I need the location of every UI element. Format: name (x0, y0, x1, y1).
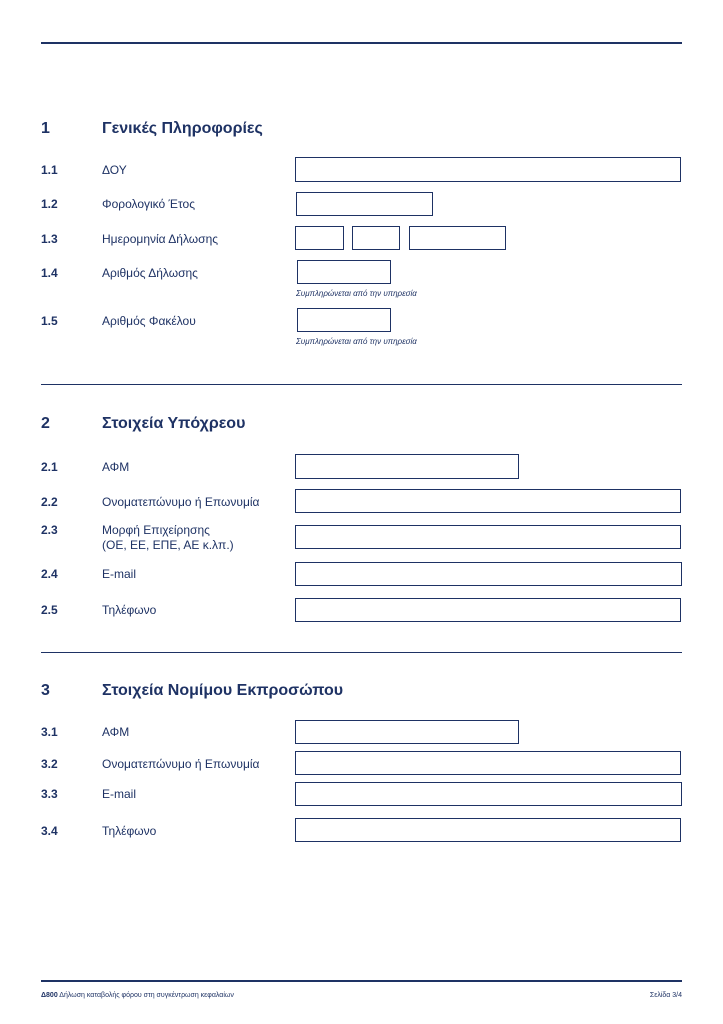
row-label (102, 523, 234, 553)
representative-phone-input[interactable] (295, 818, 681, 842)
form-code: Δ800 (41, 992, 58, 999)
row-label-line-2: (ΟΕ, ΕΕ, ΕΠΕ, ΑΕ κ.λπ.) (102, 538, 234, 552)
row-number: 1.4 (41, 266, 58, 280)
office-use-note: Συμπληρώνεται από την υπηρεσία (296, 289, 417, 298)
row-number: 3.4 (41, 824, 58, 838)
representative-email-input[interactable] (295, 782, 682, 806)
declaration-year-input[interactable] (409, 226, 506, 250)
section-1-title: Γενικές Πληροφορίες (102, 120, 263, 137)
row-number: 1.1 (41, 163, 58, 177)
row-number: 1.2 (41, 197, 58, 211)
row-number: 3.1 (41, 725, 58, 739)
business-type-input[interactable] (295, 525, 681, 549)
row-label: Ονοματεπώνυμο ή Επωνυμία (102, 757, 260, 771)
declaration-day-input[interactable] (295, 226, 344, 250)
row-label: ΔΟΥ (102, 163, 127, 177)
row-label: Φορολογικό Έτος (102, 197, 195, 211)
file-number-input[interactable] (297, 308, 391, 332)
tax-year-input[interactable] (296, 192, 433, 216)
representative-afm-input[interactable] (295, 720, 519, 744)
row-label: Αριθμός Δήλωσης (102, 266, 198, 280)
row-number: 2.3 (41, 523, 58, 537)
row-label: Ημερομηνία Δήλωσης (102, 232, 219, 246)
row-number: 2.4 (41, 567, 58, 581)
row-label: Τηλέφωνο (102, 824, 157, 838)
declaration-number-input[interactable] (297, 260, 391, 284)
office-use-note: Συμπληρώνεται από την υπηρεσία (296, 337, 417, 346)
taxpayer-phone-input[interactable] (295, 598, 681, 622)
representative-name-input[interactable] (295, 751, 681, 775)
taxpayer-name-input[interactable] (295, 489, 681, 513)
taxpayer-afm-input[interactable] (295, 454, 519, 479)
row-label: E-mail (102, 787, 137, 801)
row-label: E-mail (102, 567, 137, 581)
taxpayer-email-input[interactable] (295, 562, 682, 586)
section-1-number: 1 (41, 120, 50, 137)
doy-input[interactable] (295, 157, 681, 182)
row-label: ΑΦΜ (102, 725, 130, 739)
section-2-title: Στοιχεία Υπόχρεου (102, 415, 246, 432)
footer-form-info (41, 992, 234, 999)
row-number: 2.5 (41, 603, 58, 617)
section-divider (41, 652, 682, 653)
row-label: Τηλέφωνο (102, 603, 157, 617)
row-number: 3.2 (41, 757, 58, 771)
row-number: 3.3 (41, 787, 58, 801)
section-3-number: 3 (41, 682, 50, 699)
page-number: Σελίδα 3/4 (649, 992, 682, 999)
top-divider (41, 42, 682, 44)
section-2-number: 2 (41, 415, 50, 432)
form-title: Δήλωση καταβολής φόρου στη συγκέντρωση κεφαλαίων (59, 992, 234, 999)
row-number: 2.1 (41, 460, 58, 474)
row-label: Αριθμός Φακέλου (102, 314, 196, 328)
row-number: 1.3 (41, 232, 58, 246)
row-label-line-1: Μορφή Επιχείρησης (102, 523, 210, 537)
row-label: ΑΦΜ (102, 460, 130, 474)
row-number: 2.2 (41, 495, 58, 509)
footer-divider (41, 980, 682, 982)
section-3-title: Στοιχεία Νομίμου Εκπροσώπου (102, 682, 344, 699)
section-divider (41, 384, 682, 385)
row-number: 1.5 (41, 314, 58, 328)
row-label: Ονοματεπώνυμο ή Επωνυμία (102, 495, 260, 509)
declaration-month-input[interactable] (352, 226, 400, 250)
